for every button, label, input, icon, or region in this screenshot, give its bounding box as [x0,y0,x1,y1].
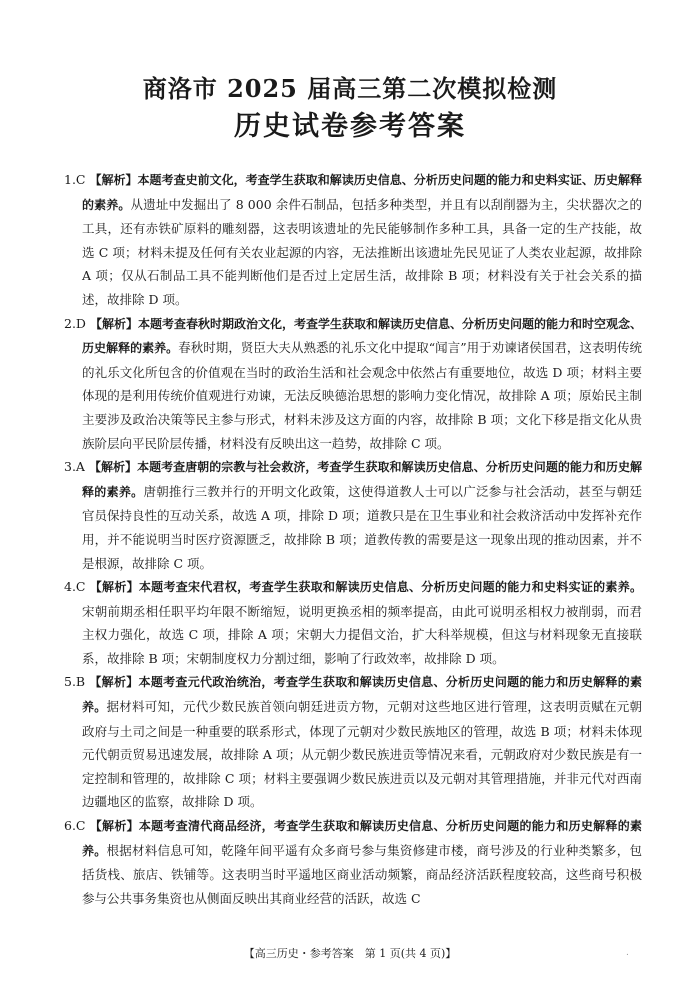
answer-number: 4.C [64,579,86,595]
analysis-tag: 【解析】 [89,316,138,331]
document-subtitle: 历史试卷参考答案 [234,111,466,142]
answer-focus: 本题考查唐朝的宗教与社会救济，考查学生获取和解读历史信息、分析历史问题的能力和历史解释的素养。 [82,460,642,499]
answer-focus: 本题考查清代商品经济，考查学生获取和解读历史信息、分析历史问题的能力和历史解释的素养。 [82,819,642,858]
answer-item-3 [64,455,642,575]
answer-text: 宋朝前期丞相任职平均年限不断缩短，说明更换丞相的频率提高，由此可说明丞相权力被削弱，而君主权力强化，故选 C 项，排除 A 项；宋朝大力提倡文治，扩大科举规模，但这与材料现象无直接联系，故排除 B 项；宋朝制度权力分割过细，影响了行政效率，故排除 D 项。 [82,603,642,666]
answer-item-6 [64,814,642,910]
answer-focus: 本题考查宋代君权，考查学生获取和解读历史信息、分析历史问题的能力和史料实证的素养。 [138,580,642,595]
answer-text: 据材料可知，元代少数民族首领向朝廷进贡方物，元朝对这些地区进行管理，这表明贡赋在元朝政府与土司之间是一种重要的联系形式，体现了元朝对少数民族地区的管理，故选 B 项；材料未体现元代朝贡贸易迅速发展，故排除 A 项；从元朝少数民族进贡等情况来看，元朝政府对少数民族是有一定控制和管理的，故排除 C 项；材料主要强调少数民族进贡以及元朝对其管理措施，并非元代对西南边疆地区的监察，故排除 D 项。 [82,699,642,810]
analysis-tag: 【解析】 [88,460,138,475]
corner-mark: . [626,948,629,958]
answer-number: 6.C [64,818,86,834]
analysis-tag: 【解析】 [89,580,139,595]
answer-number: 3.A [64,459,85,475]
analysis-tag: 【解析】 [89,819,139,834]
analysis-tag: 【解析】 [89,675,139,690]
answer-text: 从遗址中发掘出了 8 000 余件石制品，包括多种类型，并且有以刮削器为主，尖状器次之的工具，还有赤铁矿原料的雕刻器，这表明该遗址的先民能够制作多种工具，具备一定的生产技能，故选 C 项；材料未提及任何有关农业起源的内容，无法推断出该遗址先民见证了人类农业起源，故排除 A 项；仅从石制品工具不能判断他们是否过上定居生活，故排除 B 项；材料没有关于社会关系的描述，故排除 D 项。 [82,196,642,307]
answer-number: 5.B [64,674,86,690]
answer-number: 2.D [64,315,86,331]
analysis-tag: 【解析】 [89,173,138,187]
answer-focus: 本题考查春秋时期政治文化，考查学生获取和解读历史信息、分析历史问题的能力和时空观念、历史解释的素养。 [82,316,642,356]
answer-text: 根据材料信息可知，乾隆年间平遥有众多商号参与集资修建市楼，商号涉及的行业种类繁多，包括货栈、旅店、铁铺等。这表明当时平遥地区商业活动频繁，商品经济活跃程度较高，这些商号积极参与公共事务集资也从侧面反映出其商业经营的活跃，故选 C [82,842,642,906]
answer-item-1 [64,168,642,312]
answer-item-4 [64,575,642,670]
answer-item-2 [64,312,642,456]
answer-number: 1.C [64,172,86,187]
answer-text: 唐朝推行三教并行的开明文化政策，这使得道教人士可以广泛参与社会活动，甚至与朝廷官员保持良性的互动关系，故选 A 项，排除 D 项；道教只是在卫生事业和社会救济活动中发挥补充作用，并不能说明当时医疗资源匮乏，故排除 B 项；道教传教的需要是这一现象出现的推动因素，并不是根源，故排除 C 项。 [82,483,642,571]
page-footer: 【高三历史・参考答案 第 1 页(共 4 页)】 [243,947,457,960]
answer-text: 春秋时期，贤臣大夫从熟悉的礼乐文化中提取“闻言”用于劝谏诸侯国君，这表明传统的礼乐文化所包含的价值观在当时的政治生活和社会观念中依然占有重要地位，故选 D 项；材料主要体现的是利用传统价值观进行劝谏，无法反映德治思想的影响力变化情况，故排除 A 项；原始民主制主要涉及政治决策等民主参与形式，材料未涉及这方面的内容，故排除 B 项；文化下移是指文化从贵族阶层向平民阶层传播，材料没有反映出这一趋势，故排除 C 项。 [82,340,642,451]
answer-item-5 [64,670,642,814]
answer-list [64,168,642,910]
answer-focus: 本题考查史前文化，考查学生获取和解读历史信息、分析历史问题的能力和史料实证、历史解释的素养。 [82,173,642,212]
answer-focus: 本题考查元代政治统治，考查学生获取和解读历史信息、分析历史问题的能力和历史解释的素养。 [82,675,642,715]
document-title: 商洛市 2025 届高三第二次模拟检测 [142,74,558,103]
